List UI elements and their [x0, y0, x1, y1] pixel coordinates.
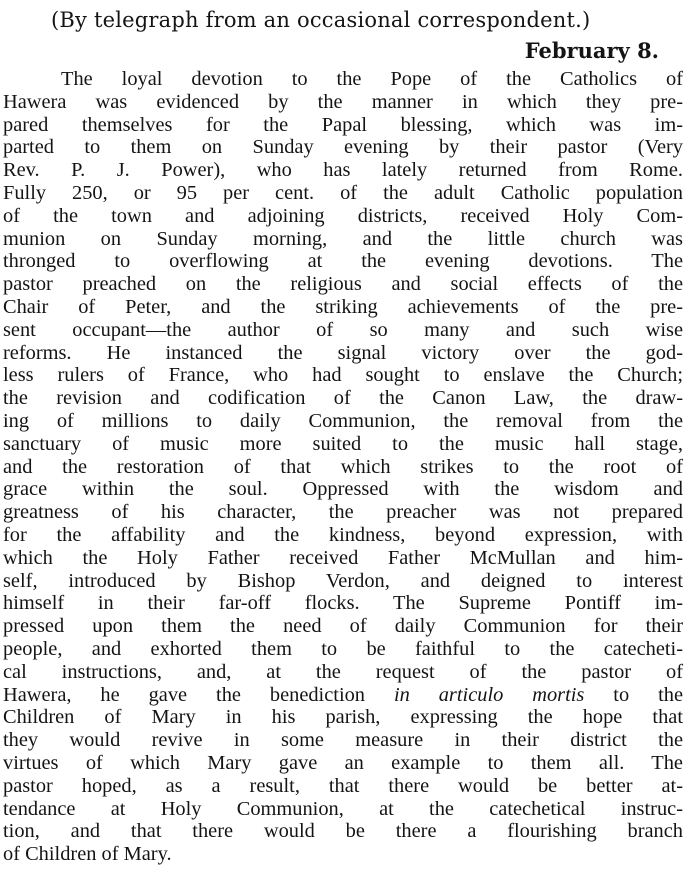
text-line: tion, and that there would be there a flourishing branch	[3, 820, 683, 843]
text-line: sanctuary of music more suited to the music hall stage,	[3, 432, 683, 455]
text-line: tendance at Holy Communion, at the catechetical instruc-	[3, 797, 683, 820]
text-line: virtues of which Mary gave an example to them all. The	[3, 751, 683, 774]
text-line: pressed upon them the need of daily Communion for their	[3, 615, 683, 638]
text-line: Hawera was evidenced by the manner in which they pre-	[3, 90, 683, 113]
text-line: they would revive in some measure in their district the	[3, 729, 683, 752]
text-line: and the restoration of that which strikes to the root of	[3, 455, 683, 478]
newspaper-article	[3, 6, 683, 866]
text-line: The loyal devotion to the Pope of the Catholics of	[61, 68, 683, 90]
byline: (By telegraph from an occasional correspondent.)	[51, 8, 591, 32]
text-fragment: Hawera, he gave the benediction	[3, 683, 394, 706]
dateline: February 8.	[524, 38, 659, 63]
text-line: Rev. P. J. Power), who has lately returned from Rome.	[3, 159, 683, 182]
text-line: of Children of Mary.	[3, 843, 172, 866]
text-line: of the town and adjoining districts, received Holy Com-	[3, 204, 683, 227]
text-line: himself in their far-off flocks. The Supreme Pontiff im-	[3, 592, 683, 615]
text-line: parted to them on Sunday evening by their pastor (Very	[3, 136, 683, 159]
text-line: which the Holy Father received Father McMullan and him-	[3, 546, 683, 569]
text-line: ing of millions to daily Communion, the removal from the	[3, 409, 683, 432]
text-line: less rulers of France, who had sought to enslave the Church;	[3, 364, 683, 387]
text-line: greatness of his character, the preacher was not prepared	[3, 501, 683, 524]
text-line: pared themselves for the Papal blessing, which was im-	[3, 113, 683, 136]
text-line: grace within the soul. Oppressed with the wisdom and	[3, 478, 683, 501]
text-line: pastor hoped, as a result, that there would be better at-	[3, 774, 683, 797]
text-fragment: to the	[584, 683, 683, 706]
text-line: Children of Mary in his parish, expressing the hope that	[3, 706, 683, 729]
text-line: for the affability and the kindness, beyond expression, with	[3, 523, 683, 546]
text-line: thronged to overflowing at the evening devotions. The	[3, 250, 683, 273]
text-line: Fully 250, or 95 per cent. of the adult Catholic population	[3, 181, 683, 204]
latin-phrase: in articulo mortis	[393, 683, 585, 706]
text-line-with-latin	[3, 684, 683, 707]
article-body	[3, 68, 683, 866]
text-line: reforms. He instanced the signal victory over the god-	[3, 341, 683, 364]
text-line: cal instructions, and, at the request of the pastor of	[3, 660, 683, 683]
text-line: sent occupant—the author of so many and such wise	[3, 318, 683, 341]
text-line: munion on Sunday morning, and the little church was	[3, 227, 683, 250]
text-line: people, and exhorted them to be faithful to the catecheti-	[3, 637, 683, 660]
text-line: pastor preached on the religious and social effects of the	[3, 273, 683, 296]
text-line: Chair of Peter, and the striking achievements of the pre-	[3, 295, 683, 318]
text-line: the revision and codification of the Canon Law, the draw-	[3, 387, 683, 410]
text-line: self, introduced by Bishop Verdon, and deigned to interest	[3, 569, 683, 592]
